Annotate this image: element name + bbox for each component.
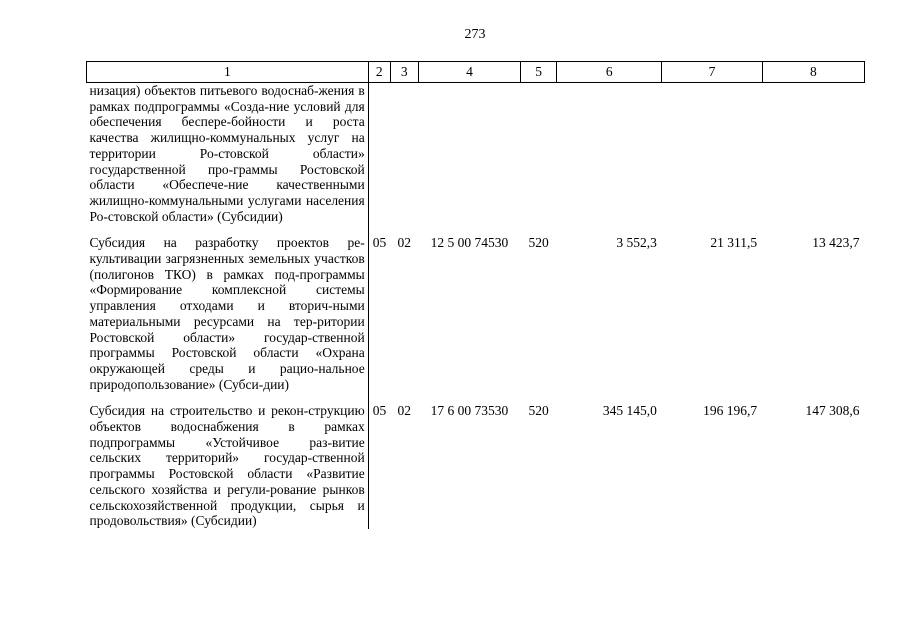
subsection-code-cell: 02 bbox=[397, 403, 412, 419]
column-header-6: 6 bbox=[557, 62, 662, 83]
expense-type-cell: 520 bbox=[528, 235, 549, 251]
page-number: 273 bbox=[464, 27, 486, 42]
column-header-2: 2 bbox=[368, 62, 390, 83]
subsection-code-cell bbox=[390, 83, 418, 225]
table-row bbox=[87, 392, 865, 529]
amount-col6-cell bbox=[557, 83, 662, 225]
expense-type-cell bbox=[521, 83, 557, 225]
row-name-cell: Субсидия на разработку проектов ре-культивации загрязненных земельных участков (полигонов ТКО) в рамках под-программы «Формирование комплексной системы управления отходами и вторич-ными материальными ресурсами на тер-ритории Ростовской области» государ-ственной программы Ростовской области «Охрана окружающей среды и рацио-нальное природопользование» (Субси-дии) bbox=[89, 235, 365, 392]
target-article-cell: 17 6 00 73530 bbox=[430, 403, 509, 419]
section-code-cell: 05 bbox=[372, 235, 387, 251]
column-header-5: 5 bbox=[521, 62, 557, 83]
row-name-cell: Субсидия на строительство и рекон-струкцию объектов водоснабжения в рамках подпрограммы «Устойчивое раз-витие сельских территорий» государ-ственной программы Ростовской области «Развитие сельского хозяйства и регули-рование рынков сельскохозяйственной продукции, сырья и продовольствия» (Субсидии) bbox=[89, 403, 365, 529]
amount-col7-cell: 21 311,5 bbox=[710, 235, 758, 251]
amount-col7-cell: 196 196,7 bbox=[703, 403, 758, 419]
column-header-3: 3 bbox=[390, 62, 418, 83]
section-code-cell bbox=[368, 83, 390, 225]
target-article-cell: 12 5 00 74530 bbox=[430, 235, 509, 251]
amount-col6-cell: 3 552,3 bbox=[616, 235, 657, 251]
amount-col8-cell: 13 423,7 bbox=[812, 235, 860, 251]
column-header-4: 4 bbox=[418, 62, 520, 83]
subsection-code-cell: 02 bbox=[397, 235, 412, 251]
amount-col7-cell bbox=[662, 83, 762, 225]
amount-col8-cell: 147 308,6 bbox=[805, 403, 860, 419]
expense-type-cell: 520 bbox=[528, 403, 549, 419]
section-code-cell: 05 bbox=[372, 403, 387, 419]
column-header-7: 7 bbox=[662, 62, 762, 83]
column-header-1: 1 bbox=[87, 62, 369, 83]
table-header-row bbox=[87, 62, 865, 83]
budget-table bbox=[86, 61, 865, 529]
amount-col6-cell: 345 145,0 bbox=[602, 403, 657, 419]
row-name-cell: низация) объектов питьевого водоснаб-жения в рамках подпрограммы «Созда-ние условий для обеспечения беспере-бойности и роста качества жилищно-коммунальных услуг на территории Ро-стовской области» государственной про-граммы Ростовской области «Обеспече-ние качественными жилищно-коммунальными услугами населения Ро-стовской области» (Субсидии) bbox=[89, 83, 365, 224]
column-header-8: 8 bbox=[762, 62, 864, 83]
table-row bbox=[87, 83, 865, 225]
amount-col8-cell bbox=[762, 83, 864, 225]
table-row bbox=[87, 224, 865, 392]
target-article-cell bbox=[418, 83, 520, 225]
